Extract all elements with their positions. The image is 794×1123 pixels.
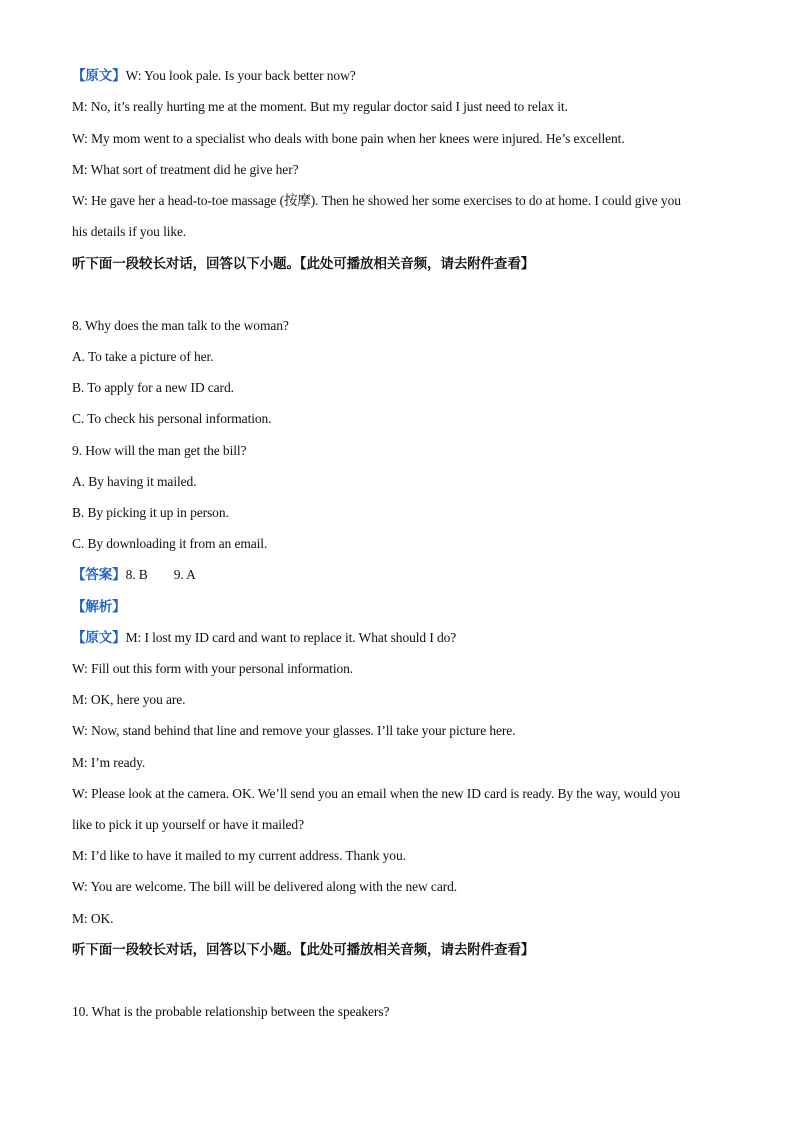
- transcript-line: W: You are welcome. The bill will be delivered along with the new card.: [72, 879, 458, 894]
- transcript-line: [72, 67, 356, 85]
- transcript-line: M: I’m ready.: [72, 755, 146, 770]
- original-text-label: 【原文】: [72, 630, 126, 646]
- transcript-line: W: Fill out this form with your personal information.: [72, 661, 354, 676]
- question-8-option-b: B. To apply for a new ID card.: [72, 380, 234, 395]
- question-8-stem: 8. Why does the man talk to the woman?: [72, 318, 289, 333]
- transcript-text: W: You look pale. Is your back better now?: [125, 68, 356, 83]
- transcript-text: M: I lost my ID card and want to replace it. What should I do?: [125, 630, 457, 645]
- question-8-option-c: C. To check his personal information.: [72, 411, 272, 426]
- question-8-option-a: A. To take a picture of her.: [72, 349, 214, 364]
- listening-instruction: 听下面一段较长对话，回答以下小题。【此处可播放相关音频，请去附件查看】: [72, 942, 535, 958]
- transcript-line: M: What sort of treatment did he give her?: [72, 162, 299, 177]
- transcript-line: W: My mom went to a specialist who deals with bone pain when her knees were injured. He’s excellent.: [72, 131, 625, 146]
- transcript-line: his details if you like.: [72, 224, 187, 239]
- analysis-line: [72, 598, 126, 616]
- question-9-option-b: B. By picking it up in person.: [72, 505, 229, 520]
- original-text-label: 【原文】: [72, 68, 126, 84]
- question-9-option-c: C. By downloading it from an email.: [72, 536, 268, 551]
- answer-8: 8. B: [125, 567, 148, 582]
- transcript-line: M: OK, here you are.: [72, 692, 186, 707]
- transcript-line: W: He gave her a head-to-toe massage (按摩). Then he showed her some exercises to do at home. I could give you: [72, 193, 681, 208]
- answer-label: 【答案】: [72, 567, 126, 583]
- transcript-line: [72, 629, 456, 647]
- question-9-stem: 9. How will the man get the bill?: [72, 443, 247, 458]
- listening-instruction: 听下面一段较长对话，回答以下小题。【此处可播放相关音频，请去附件查看】: [72, 256, 535, 272]
- transcript-line: M: OK.: [72, 911, 114, 926]
- analysis-label: 【解析】: [72, 599, 126, 615]
- transcript-line: W: Please look at the camera. OK. We’ll send you an email when the new ID card is ready. By the way, would you: [72, 786, 681, 801]
- transcript-line: like to pick it up yourself or have it mailed?: [72, 817, 304, 832]
- transcript-line: W: Now, stand behind that line and remove your glasses. I’ll take your picture here.: [72, 723, 516, 738]
- transcript-line: M: No, it’s really hurting me at the moment. But my regular doctor said I just need to relax it.: [72, 99, 568, 114]
- question-10-stem: 10. What is the probable relationship between the speakers?: [72, 1004, 390, 1019]
- answer-9: 9. A: [173, 567, 196, 582]
- question-9-option-a: A. By having it mailed.: [72, 474, 197, 489]
- transcript-line: M: I’d like to have it mailed to my current address. Thank you.: [72, 848, 406, 863]
- answer-line: [72, 566, 196, 584]
